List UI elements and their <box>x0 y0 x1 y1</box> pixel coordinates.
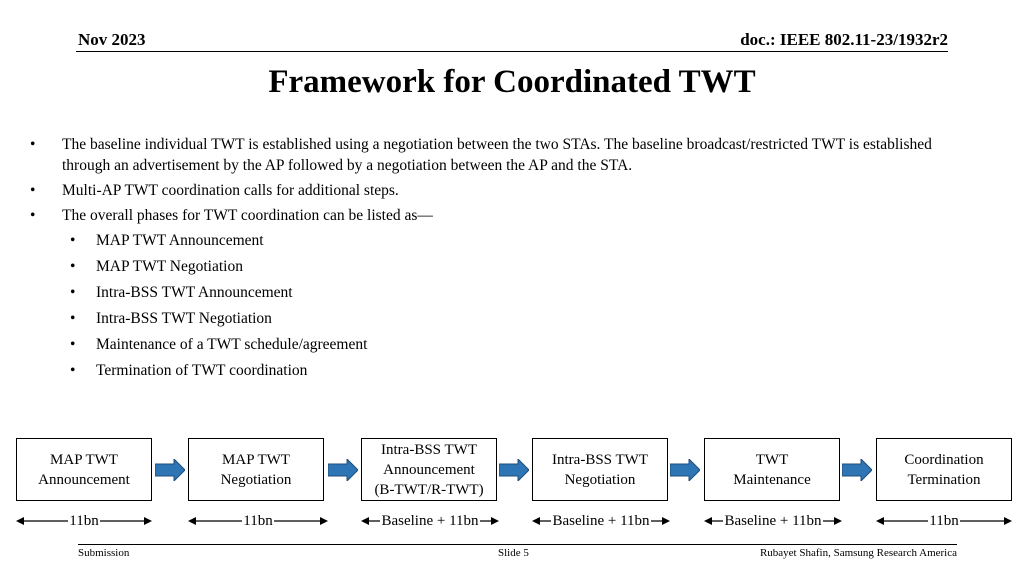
sub-bullet-text: Termination of TWT coordination <box>96 362 308 379</box>
sub-bullet-item <box>30 282 970 303</box>
sub-bullet-text: MAP TWT Negotiation <box>96 258 243 275</box>
sub-bullet-text: MAP TWT Announcement <box>96 232 264 249</box>
sub-bullet-item <box>30 230 970 251</box>
sub-bullet-text: Intra-BSS TWT Announcement <box>96 284 293 301</box>
phase-box-twt-maintenance <box>704 438 840 501</box>
phase-label-line: MAP TWT <box>222 451 290 468</box>
phase-label-line: Announcement <box>38 471 130 488</box>
bullet-item <box>30 134 970 176</box>
phase-label-line: Intra-BSS TWT <box>552 451 648 468</box>
bullet-dot: • <box>70 258 76 275</box>
bullet-item <box>30 180 970 201</box>
bullet-dot: • <box>30 136 36 153</box>
phase-box-map-twt-negotiation <box>188 438 324 501</box>
bullet-item <box>30 205 970 226</box>
header-divider <box>76 51 948 52</box>
bullet-text: The overall phases for TWT coordination can be listed as— <box>62 207 433 224</box>
sub-bullet-item <box>30 256 970 277</box>
bullet-dot: • <box>70 362 76 379</box>
scope-range <box>532 510 670 532</box>
flow-arrow-right-icon <box>499 459 529 481</box>
phase-label-line: TWT <box>755 451 789 468</box>
phase-box-coordination-termination <box>876 438 1012 501</box>
scope-range <box>16 510 152 532</box>
phase-box-map-twt-announcement <box>16 438 152 501</box>
phase-label-line: Maintenance <box>733 471 811 488</box>
sub-bullet-item <box>30 308 970 329</box>
bullet-list <box>30 134 970 386</box>
header-doc-id: doc.: IEEE 802.11-23/1932r2 <box>740 30 948 49</box>
scope-range-label: Baseline + 11bn <box>381 513 479 529</box>
bullet-text: The baseline individual TWT is established using a negotiation between the two STAs. The baseline broadcast/restricted TWT is established through an advertisement by the AP followed by a negotiation between the AP and the STA. <box>62 136 932 174</box>
slide-title: Framework for Coordinated TWT <box>268 64 756 100</box>
scope-range-label: 11bn <box>69 513 99 529</box>
flow-arrow-right-icon <box>328 459 358 481</box>
phase-label-line: Announcement <box>383 461 475 478</box>
phase-label-line: Intra-BSS TWT <box>381 441 477 458</box>
footer-divider <box>78 544 957 545</box>
bullet-dot: • <box>70 336 76 353</box>
sub-bullet-text: Maintenance of a TWT schedule/agreement <box>96 336 368 353</box>
phase-label-line: MAP TWT <box>50 451 118 468</box>
phase-box-intra-bss-announcement <box>361 438 497 501</box>
sub-bullet-item <box>30 360 970 381</box>
scope-range-label: Baseline + 11bn <box>552 513 650 529</box>
sub-bullet-item <box>30 334 970 355</box>
bullet-dot: • <box>70 284 76 301</box>
bullet-dot: • <box>30 182 36 199</box>
bullet-dot: • <box>30 207 36 224</box>
bullet-dot: • <box>70 310 76 327</box>
footer-submission: Submission <box>78 547 130 559</box>
sub-bullet-text: Intra-BSS TWT Negotiation <box>96 310 272 327</box>
bullet-dot: • <box>70 232 76 249</box>
footer-author: Rubayet Shafin, Samsung Research America <box>759 547 957 559</box>
flow-arrow-right-icon <box>155 459 185 481</box>
phase-label-line: Coordination <box>904 451 984 468</box>
flow-arrow-right-icon <box>842 459 872 481</box>
scope-range <box>361 510 499 532</box>
bullet-text: Multi-AP TWT coordination calls for additional steps. <box>62 182 399 199</box>
phase-label-line: Negotiation <box>220 471 292 488</box>
scope-range <box>704 510 842 532</box>
phase-label-line: Termination <box>907 471 981 488</box>
scope-range <box>876 510 1012 532</box>
phase-box-intra-bss-negotiation <box>532 438 668 501</box>
scope-range-label: Baseline + 11bn <box>724 513 822 529</box>
phase-label-line: Negotiation <box>564 471 636 488</box>
flow-arrow-right-icon <box>670 459 700 481</box>
header-date: Nov 2023 <box>78 30 146 49</box>
scope-range-label: 11bn <box>243 513 273 529</box>
footer-slide-number: Slide 5 <box>498 547 529 559</box>
phase-label-line: (B-TWT/R-TWT) <box>374 481 484 498</box>
scope-range <box>188 510 328 532</box>
scope-range-label: 11bn <box>929 513 959 529</box>
